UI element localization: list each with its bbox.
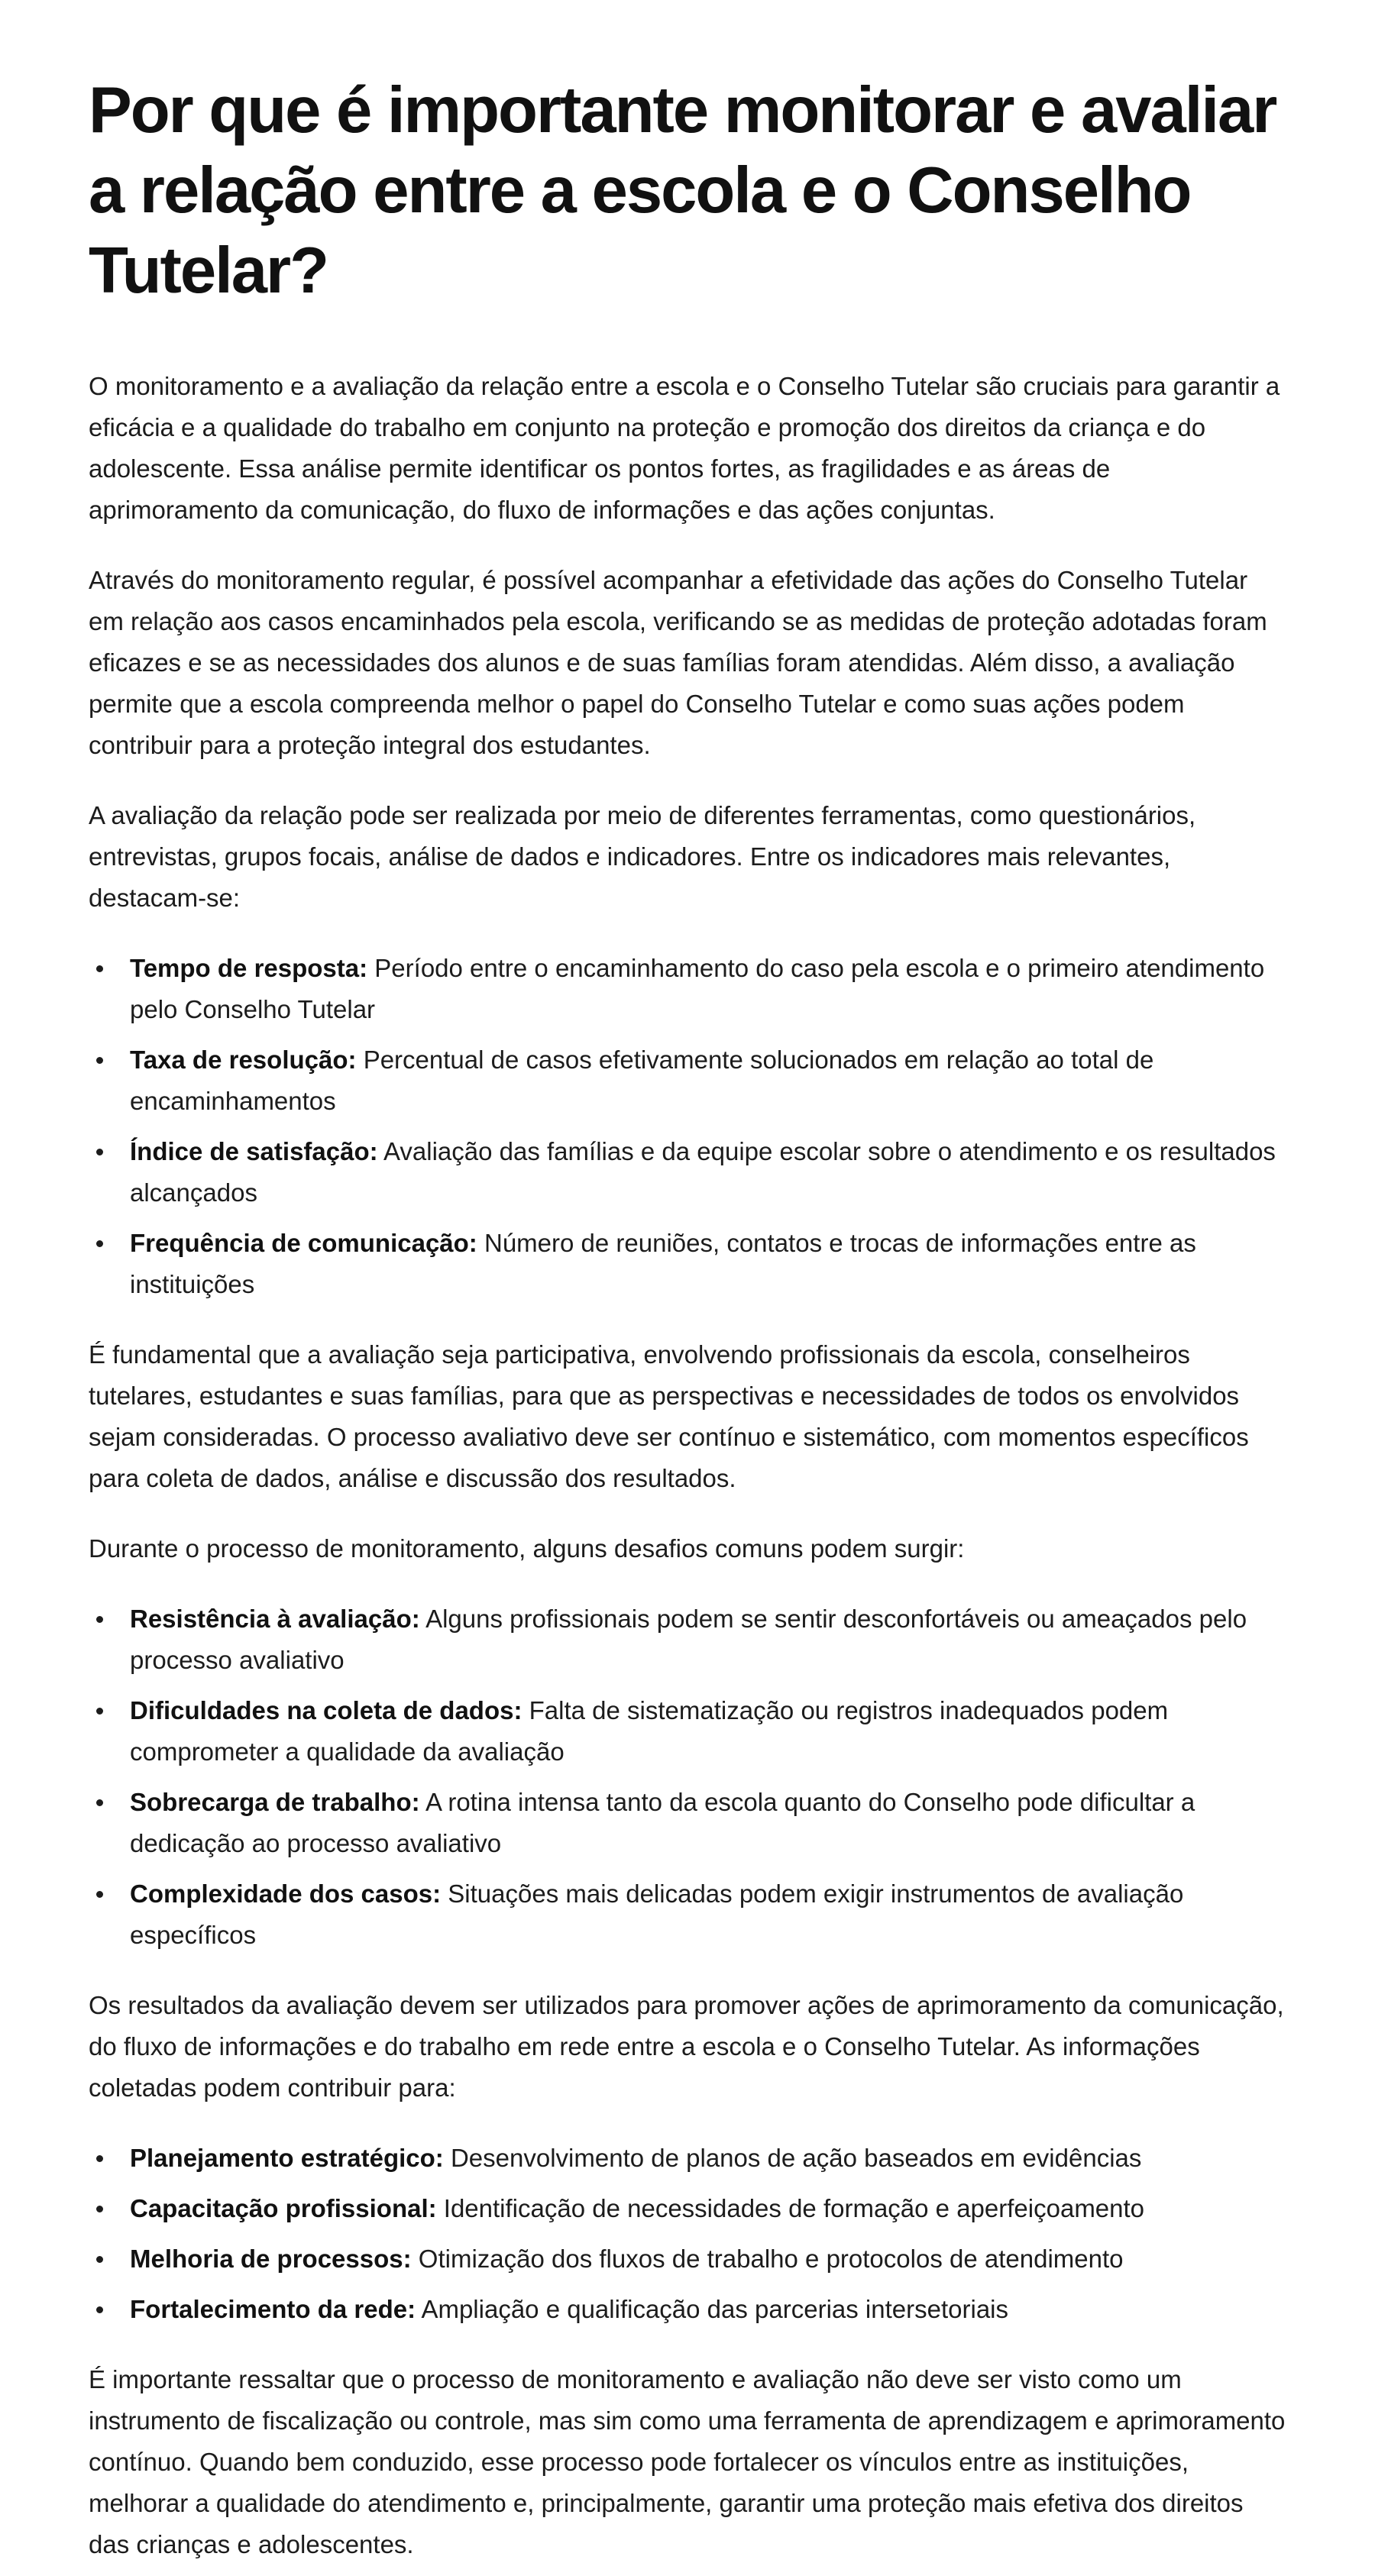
list-item-desc: Desenvolvimento de planos de ação baseados em evidências bbox=[450, 2144, 1142, 2172]
challenges-list bbox=[89, 1598, 1286, 1956]
list-item-term: Taxa de resolução: bbox=[130, 1046, 357, 1074]
page-title: Por que é importante monitorar e avaliar a relação entre a escola e o Conselho Tutelar? bbox=[89, 74, 1276, 307]
list-item-desc: Número de reuniões, contatos e trocas de informações entre as instituições bbox=[130, 1229, 1196, 1298]
contributions-list bbox=[89, 2138, 1286, 2330]
list-item-term: Melhoria de processos: bbox=[130, 2245, 412, 2273]
list-item-term: Índice de satisfação: bbox=[130, 1137, 378, 1165]
list-item-term: Frequência de comunicação: bbox=[130, 1229, 477, 1257]
list-item bbox=[89, 948, 1286, 1030]
paragraph-participative: É fundamental que a avaliação seja participativa, envolvendo profissionais da escola, conselheiros tutelares, estudantes e suas famílias, para que as perspectivas e necessidades de todos os envolvidos sejam consideradas. O processo avaliativo deve ser contínuo e sistemático, com momentos específicos para coleta de dados, análise e discussão dos resultados. bbox=[89, 1340, 1249, 1492]
list-item-desc: Identificação de necessidades de formação e aperfeiçoamento bbox=[443, 2194, 1145, 2222]
list-item-term: Fortalecimento da rede: bbox=[130, 2295, 416, 2323]
list-item bbox=[89, 1782, 1286, 1864]
list-item-desc: Percentual de casos efetivamente solucionados em relação ao total de encaminhamentos bbox=[130, 1046, 1154, 1115]
list-item bbox=[89, 2289, 1286, 2330]
list-item-desc: A rotina intensa tanto da escola quanto do Conselho pode dificultar a dedicação ao processo avaliativo bbox=[130, 1788, 1195, 1857]
list-item bbox=[89, 1223, 1286, 1305]
list-item-term: Capacitação profissional: bbox=[130, 2194, 437, 2222]
list-item-desc: Otimização dos fluxos de trabalho e protocolos de atendimento bbox=[418, 2245, 1124, 2273]
list-item bbox=[89, 2188, 1286, 2229]
paragraph-conclusion: É importante ressaltar que o processo de monitoramento e avaliação não deve ser visto como um instrumento de fiscalização ou controle, mas sim como uma ferramenta de aprendizagem e aprimoramento contínuo. Quando bem conduzido, esse processo pode fortalecer os vínculos entre as instituições, melhorar a qualidade do atendimento e, principalmente, garantir uma proteção mais efetiva dos direitos das crianças e adolescentes. bbox=[89, 2365, 1286, 2558]
list-item-desc: Falta de sistematização ou registros inadequados podem comprometer a qualidade da avaliação bbox=[130, 1696, 1169, 1766]
list-item-term: Planejamento estratégico: bbox=[130, 2144, 444, 2172]
list-item-term: Resistência à avaliação: bbox=[130, 1605, 420, 1633]
list-item-desc: Avaliação das famílias e da equipe escolar sobre o atendimento e os resultados alcançados bbox=[130, 1137, 1276, 1207]
list-item-desc: Alguns profissionais podem se sentir desconfortáveis ou ameaçados pelo processo avaliativo bbox=[130, 1605, 1247, 1674]
list-item bbox=[89, 1039, 1286, 1122]
paragraph-intro: O monitoramento e a avaliação da relação entre a escola e o Conselho Tutelar são cruciais para garantir a eficácia e a qualidade do trabalho em conjunto na proteção e promoção dos direitos da criança e do adolescente. Essa análise permite identificar os pontos fortes, as fragilidades e as áreas de aprimoramento da comunicação, do fluxo de informações e das ações conjuntas. bbox=[89, 372, 1280, 524]
list-item bbox=[89, 1690, 1286, 1773]
list-item bbox=[89, 2138, 1286, 2179]
list-item bbox=[89, 1131, 1286, 1214]
list-item bbox=[89, 1598, 1286, 1681]
paragraph-results: Os resultados da avaliação devem ser utilizados para promover ações de aprimoramento da comunicação, do fluxo de informações e do trabalho em rede entre a escola e o Conselho Tutelar. As informações coletadas podem contribuir para: bbox=[89, 1991, 1284, 2102]
paragraph-monitoring: Através do monitoramento regular, é possível acompanhar a efetividade das ações do Conselho Tutelar em relação aos casos encaminhados pela escola, verificando se as medidas de proteção adotadas foram eficazes e se as necessidades dos alunos e de suas famílias foram atendidas. Além disso, a avaliação permite que a escola compreenda melhor o papel do Conselho Tutelar e como suas ações podem contribuir para a proteção integral dos estudantes. bbox=[89, 566, 1267, 759]
list-item bbox=[89, 2238, 1286, 2280]
paragraph-evaluation-tools: A avaliação da relação pode ser realizada por meio de diferentes ferramentas, como questionários, entrevistas, grupos focais, análise de dados e indicadores. Entre os indicadores mais relevantes, destacam-se: bbox=[89, 801, 1196, 912]
list-item-term: Complexidade dos casos: bbox=[130, 1879, 442, 1908]
paragraph-challenges-intro: Durante o processo de monitoramento, alguns desafios comuns podem surgir: bbox=[89, 1534, 965, 1563]
list-item-desc: Ampliação e qualificação das parcerias intersetoriais bbox=[421, 2295, 1009, 2323]
list-item-desc: Período entre o encaminhamento do caso pela escola e o primeiro atendimento pelo Conselho Tutelar bbox=[130, 954, 1265, 1023]
list-item-term: Dificuldades na coleta de dados: bbox=[130, 1696, 522, 1724]
list-item-term: Sobrecarga de trabalho: bbox=[130, 1788, 420, 1816]
list-item-term: Tempo de resposta: bbox=[130, 954, 368, 982]
list-item-desc: Situações mais delicadas podem exigir instrumentos de avaliação específicos bbox=[130, 1879, 1184, 1949]
indicators-list bbox=[89, 948, 1286, 1305]
list-item bbox=[89, 1873, 1286, 1956]
